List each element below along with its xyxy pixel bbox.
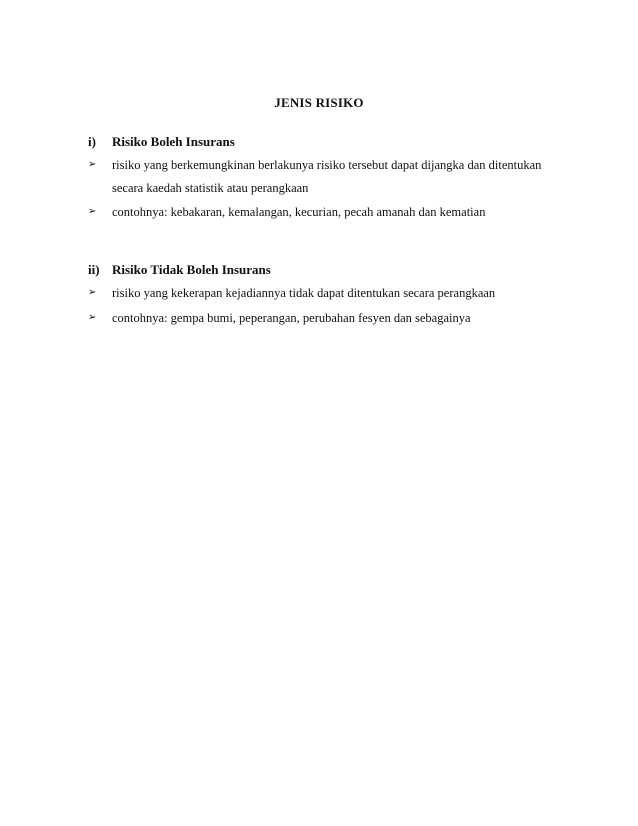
list-item-text: contohnya: kebakaran, kemalangan, kecurian, pecah amanah dan kematian (112, 205, 486, 219)
list-item-text: risiko yang berkemungkinan berlakunya risiko tersebut dapat dijangka dan ditentukan secara kaedah statistik atau perangkaan (112, 158, 542, 195)
list-item-text: contohnya: gempa bumi, peperangan, perubahan fesyen dan sebagainya (112, 310, 471, 325)
arrowhead-bullet-icon: ➢ (88, 311, 97, 323)
list-item (88, 154, 568, 199)
section-title: Risiko Boleh Insurans (112, 134, 235, 149)
page-title: JENIS RISIKO (274, 95, 364, 110)
list-item (88, 307, 568, 330)
list-item (88, 201, 568, 224)
arrowhead-bullet-icon: ➢ (88, 159, 97, 170)
section-heading (88, 132, 568, 152)
list-item-text: risiko yang kekerapan kejadiannya tidak dapat ditentukan secara perangkaan (112, 286, 496, 300)
bullet-list (88, 154, 568, 224)
bullet-list (88, 282, 568, 329)
section-uninsurable-risk (88, 260, 568, 331)
arrowhead-bullet-icon: ➢ (88, 287, 97, 298)
section-number: i) (88, 134, 96, 149)
section-number: ii) (88, 262, 100, 277)
section-title: Risiko Tidak Boleh Insurans (112, 262, 271, 277)
section-insurable-risk (88, 132, 568, 226)
section-heading (88, 260, 568, 280)
list-item (88, 282, 568, 305)
arrowhead-bullet-icon: ➢ (88, 206, 97, 217)
